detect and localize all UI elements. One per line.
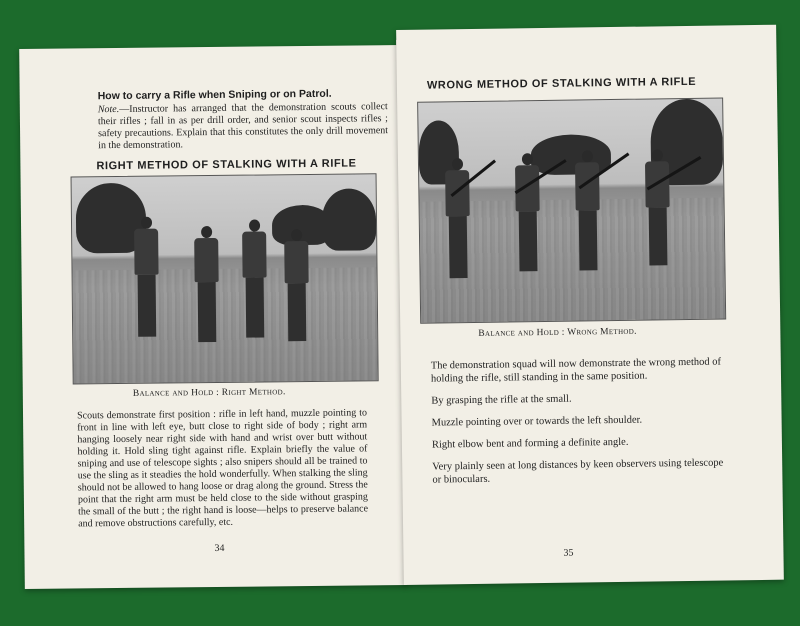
photo-caption-wrong: Balance and Hold : Wrong Method. <box>478 326 637 339</box>
page-heading: How to carry a Rifle when Sniping or on Patrol. <box>97 87 332 103</box>
right-paragraph: Very plainly seen at long distances by keen observers using telescope or binoculars. <box>432 457 724 486</box>
right-paragraph: The demonstration squad will now demonstrate the wrong method of holding the rifle, still standing in the same position. <box>430 356 722 385</box>
left-body-text: Scouts demonstrate first position : rifle in left hand, muzzle pointing to front in line with left eye, butt close to right side of body ; right arm hanging loosely near right side with hand and wrist over butt without holding it. Hold sling tight against rifle. Explain briefly the value of sniping and use of telescope sights ; also snipers should all be trained to use the sling as it steadies the hold wonderfully. When stalking the sling should not be allowed to hang loose or drag along the ground. Stress the point that the right arm must be held close to the side without grasping the small of the butt ; the right hand is loose—helps to preserve balance and remove obstructions carefully, etc. <box>76 407 369 530</box>
grass-field <box>73 267 378 383</box>
right-page <box>396 25 784 585</box>
section-title-right-method: RIGHT METHOD OF STALKING WITH A RIFLE <box>96 157 357 173</box>
page-number-right: 35 <box>563 547 574 559</box>
instructor-note <box>98 101 388 152</box>
tree-silhouette <box>322 188 377 251</box>
left-page <box>19 45 407 589</box>
note-text: —Instructor has arranged that the demonstration scouts collect their rifles ; fall in as per drill order, and senior scout inspects rifles ; safety precautions. Explain that this constitutes the only drill movement in the demonstration. <box>97 101 389 152</box>
right-paragraph: By grasping the rifle at the small. <box>431 393 572 407</box>
photo-wrong-method <box>417 97 726 323</box>
photo-right-method <box>71 173 379 384</box>
section-title-wrong-method: WRONG METHOD OF STALKING WITH A RIFLE <box>426 75 697 92</box>
page-number-left: 34 <box>214 542 225 554</box>
photo-caption-right: Balance and Hold : Right Method. <box>132 387 286 399</box>
note-label: Note. <box>97 103 120 116</box>
right-paragraph: Muzzle pointing over or towards the left shoulder. <box>431 414 643 429</box>
right-paragraph: Right elbow bent and forming a definite angle. <box>431 436 629 451</box>
